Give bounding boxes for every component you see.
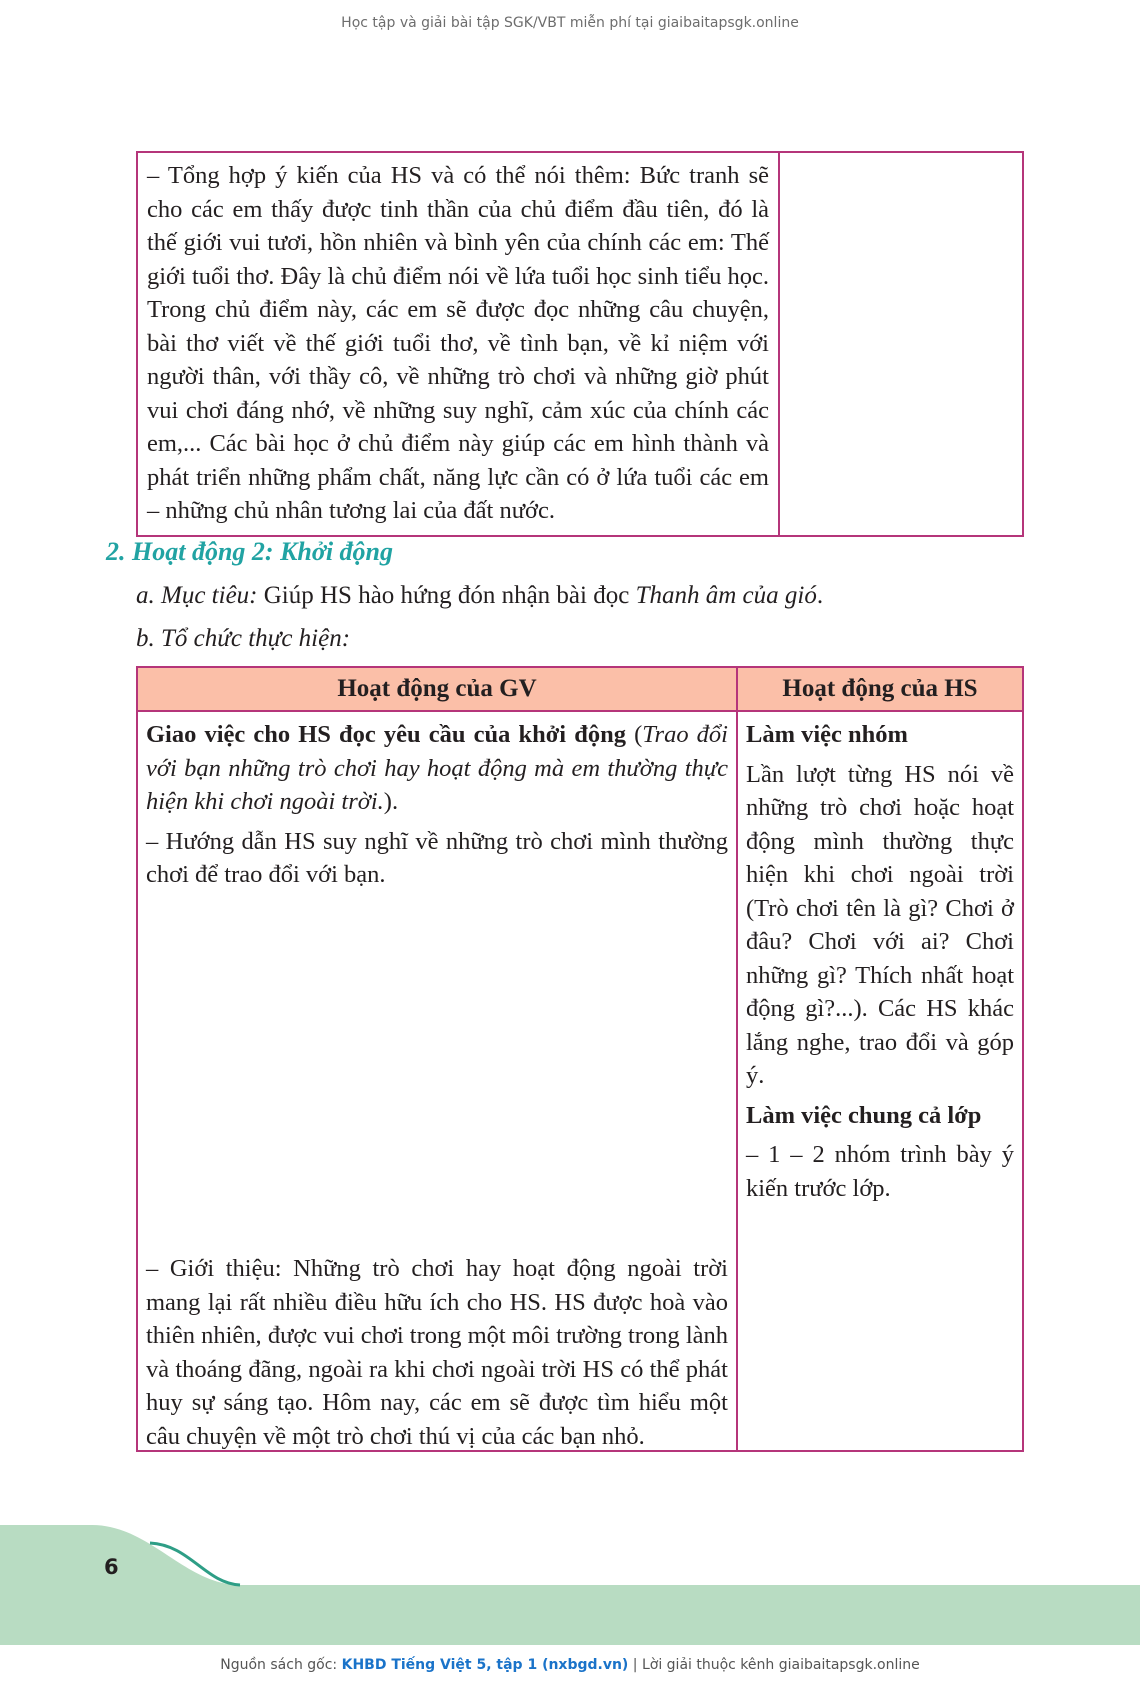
- class-work-title: Làm việc chung cả lớp: [746, 1101, 982, 1129]
- intro-block: [146, 1252, 728, 1453]
- intro-text: – Giới thiệu: Những trò chơi hay hoạt động ngoài trời mang lại rất nhiều điều hữu ích cho HS. HS được hoà vào thiên nhiên, được vui chơi trong một môi trường trong lành và thoáng đãng, ngoài ra khi chơi ngoài trời HS có thể phát huy sự sáng tạo. Hôm nay, các em sẽ được tìm hiểu một câu chuyện về một trò chơi thú vị của các bạn nhỏ.: [146, 1255, 728, 1450]
- guide-text: – Hướng dẫn HS suy nghĩ về những trò chơi mình thường chơi để trao đổi với bạn.: [146, 827, 728, 888]
- teacher-activity-cell: [137, 711, 737, 1451]
- activity-table-continued: [136, 151, 1024, 537]
- student-activity-cell: [737, 711, 1023, 1451]
- page-header: Học tập và giải bài tập SGK/VBT miễn phí tại giaibaitapsgk.online: [341, 15, 799, 31]
- teacher-activity-cell: [137, 152, 779, 536]
- objective-label: a. Mục tiêu:: [136, 582, 258, 609]
- objective-text: Giúp HS hào hứng đón nhận bài đọc: [257, 582, 636, 609]
- activity-table: [136, 666, 1024, 1452]
- table-row: [137, 711, 1023, 1451]
- task-title: Giao việc cho HS đọc yêu cầu của khởi động: [146, 721, 626, 748]
- header-teacher: Hoạt động của GV: [137, 667, 737, 711]
- page-number: 6: [104, 1555, 119, 1579]
- section-heading: 2. Hoạt động 2: Khởi động: [106, 537, 394, 566]
- source-link[interactable]: KHBD Tiếng Việt 5, tập 1 (nxbgd.vn): [341, 1657, 629, 1673]
- footer-wave-decoration: [0, 1525, 1140, 1645]
- header-student: Hoạt động của HS: [737, 667, 1023, 711]
- source-suffix: | Lời giải thuộc kênh giaibaitapsgk.online: [628, 1657, 920, 1673]
- task-prompt: Trao đổi với bạn những trò chơi hay hoạt động mà em thường thực hiện khi chơi ngoài trời.: [146, 721, 728, 815]
- summary-text: – Tổng hợp ý kiến của HS và có thể nói thêm: Bức tranh sẽ cho các em thấy được tinh thần của chủ điểm đầu tiên, đó là thế giới vui tươi, hồn nhiên và bình yên của chính các em: Thế giới tuổi thơ. Đây là chủ điểm nói về lứa tuổi học sinh tiểu học. Trong chủ điểm này, các em sẽ được đọc những câu chuyện, bài thơ viết về thế giới tuổi thơ, về tình bạn, về kỉ niệm với người thân, với thầy cô, về những trò chơi và những giờ phút vui chơi đáng nhớ, về những suy nghĩ, cảm xúc của chính các em,... Các bài học ở chủ điểm này giúp các em hình thành và phát triển những phẩm chất, năng lực cần có ở lứa tuổi các em – những chủ nhân tương lai của đất nước.: [147, 162, 769, 524]
- group-work-title: Làm việc nhóm: [746, 721, 908, 748]
- task-assignment: [146, 718, 728, 819]
- organization-line: b. Tổ chức thực hiện:: [136, 625, 351, 652]
- objective-line: [136, 582, 823, 610]
- task-paren-close: ).: [383, 788, 399, 815]
- student-activity-cell: [779, 152, 1023, 536]
- table-row: [137, 152, 1023, 536]
- source-credit: [0, 1657, 1140, 1673]
- reading-title: Thanh âm của gió: [635, 582, 817, 609]
- class-work-text: – 1 – 2 nhóm trình bày ý kiến trước lớp.: [746, 1141, 1014, 1202]
- source-prefix: Nguồn sách gốc:: [220, 1657, 342, 1673]
- task-paren-open: (: [625, 721, 643, 748]
- objective-end: .: [816, 582, 824, 609]
- footer-band-shape: [0, 1525, 1140, 1645]
- group-work-text: Lần lượt từng HS nói về những trò chơi hoặc hoạt động mình thường thực hiện khi chơi ngoài trời (Trò chơi tên là gì? Chơi ở đâu? Chơi với ai? Chơi những gì? Thích nhất hoạt động gì?...). Các HS khác lắng nghe, trao đổi và góp ý.: [746, 760, 1014, 1089]
- table-header-row: [137, 667, 1023, 711]
